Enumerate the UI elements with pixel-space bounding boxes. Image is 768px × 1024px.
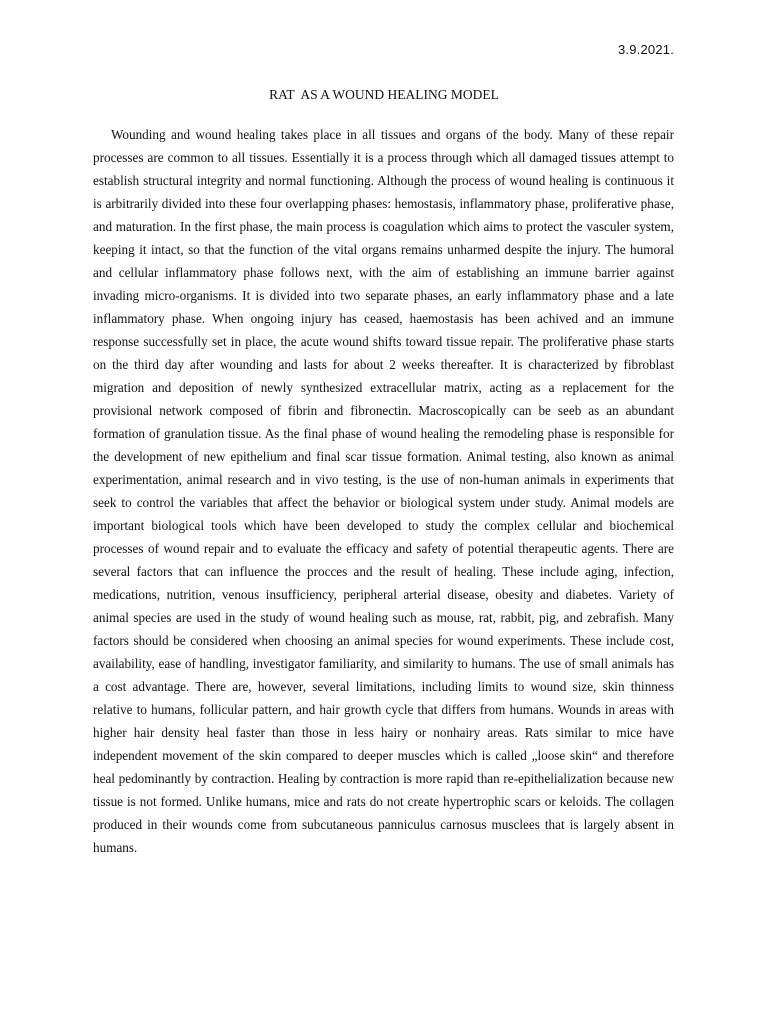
body-paragraph: Wounding and wound healing takes place in all tissues and organs of the body. Many of these repair processes are common to all tissues. Essentially it is a process through which all damaged tissues attempt to establish structural integrity and normal functioning. Although the process of wound healing is continuous it is arbitrarily divided into these four overlapping phases: hemostasis, inflammatory phase, proliferative phase, and maturation. In the first phase, the main process is coagulation which aims to protect the vasculer system, keeping it intact, so that the function of the vital organs remains unharmed despite the injury. The humoral and cellular inflammatory phase follows next, with the aim of establishing an immune barrier against invading micro-organisms. It is divided into two separate phases, an early inflammatory phase and a late inflammatory phase. When ongoing injury has ceased, haemostasis has been achived and an immune response successfully set in place, the acute wound shifts toward tissue repair. The proliferative phase starts on the third day after wounding and lasts for about 2 weeks thereafter. It is characterized by fibroblast migration and deposition of newly synthesized extracellular matrix, acting as a replacement for the provisional network composed of fibrin and fibronectin. Macroscopically can be seeb as an abundant formation of granulation tissue. As the final phase of wound healing the remodeling phase is responsible for the development of new epithelium and final scar tissue formation. Animal testing, also known as animal experimentation, animal research and in vivo testing, is the use of non-human animals in experiments that seek to control the variables that affect the behavior or biological system under study. Animal models are important biological tools which have been developed to study the complex cellular and biochemical processes of wound repair and to evaluate the efficacy and safety of potential therapeutic agents. There are several factors that can influence the procces and the result of healing. These include aging, infection, medications, nutrition, venous insufficiency, peripheral arterial disease, obesity and diabetes. Variety of animal species are used in the study of wound healing such as mouse, rat, rabbit, pig, and zebrafish. Many factors should be considered when choosing an animal species for wound experiments. These include cost, availability, ease of handling, investigator familiarity, and similarity to humans. The use of small animals has a cost advantage. There are, however, several limitations, including limits to wound size, skin thinness relative to humans, follicular pattern, and hair growth cycle that differs from humans. Wounds in areas with higher hair density heal faster than those in less hairy or nonhairy areas. Rats similar to mice have independent movement of the skin compared to deeper muscles which is called „loose skin“ and therefore heal pedominantly by contraction. Healing by contraction is more rapid than re-epithelialization because new tissue is not formed. Unlike humans, mice and rats do not create hypertrophic scars or keloids. The collagen produced in their wounds come from subcutaneous panniculus carnosus musclees that is largely absent in humans.: [93, 127, 674, 855]
document-title: RAT AS A WOUND HEALING MODEL: [269, 87, 499, 102]
document-date: 3.9.2021.: [617, 42, 674, 57]
